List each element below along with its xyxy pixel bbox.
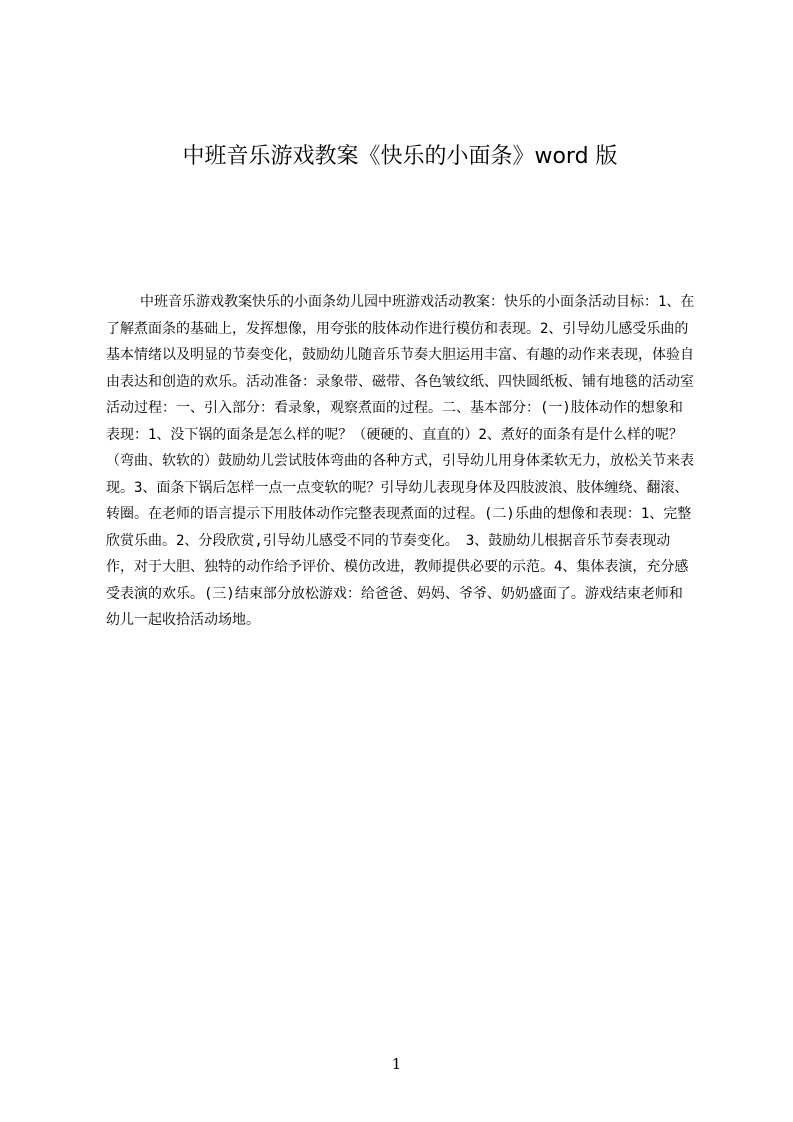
page-number: 1 (391, 1055, 402, 1073)
document-title: 中班音乐游戏教案《快乐的小面条》word 版 (182, 144, 618, 169)
document-body-paragraph: 中班音乐游戏教案快乐的小面条幼儿园中班游戏活动教案：快乐的小面条活动目标：1、在了解煮面条的基础上，发挥想像，用夸张的肢体动作进行模仿和表现。2、引导幼儿感受乐曲的基本情绪以及明显的节奏变化，鼓励幼儿随音乐节奏大胆运用丰富、有趣的动作来表现，体验自由表达和创造的欢乐。活动准备：录象带、磁带、各色皱纹纸、四快圆纸板、铺有地毯的活动室活动过程：一、引入部分：看录象，观察煮面的过程。二、基本部分：(一)肢体动作的想象和表现：1、没下锅的面条是怎么样的呢？（硬硬的、直直的）2、煮好的面条有是什么样的呢？（弯曲、软软的）鼓励幼儿尝试肢体弯曲的各种方式，引导幼儿用身体柔软无力，放松关节来表现。3、面条下锅后怎样一点一点变软的呢？引导幼儿表现身体及四肢波浪、肢体缠绕、翻滚、转圈。在老师的语言提示下用肢体动作完整表现煮面的过程。(二)乐曲的想像和表现：1、完整欣赏乐曲。2、分段欣赏,引导幼儿感受不同的节奏变化。 3、鼓励幼儿根据音乐节奏表现动作，对于大胆、独特的动作给予评价、模仿改进，教师提供必要的示范。4、集体表演，充分感受表演的欢乐。(三)结束部分放松游戏：给爸爸、妈妈、爷爷、奶奶盛面了。游戏结束老师和幼儿一起收拾活动场地。 (106, 294, 695, 628)
